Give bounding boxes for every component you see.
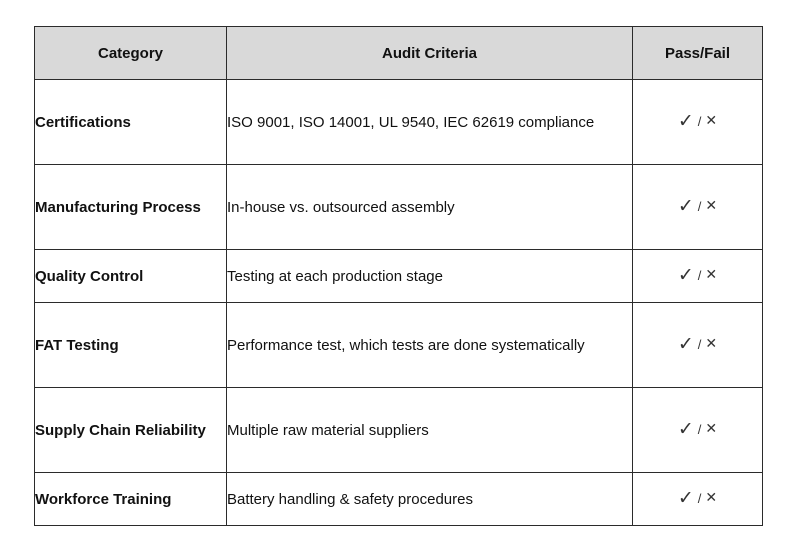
cross-icon: ✕ bbox=[705, 336, 718, 352]
table-row bbox=[35, 388, 763, 473]
header-category: Category bbox=[35, 27, 227, 80]
cross-icon: ✕ bbox=[705, 490, 718, 506]
criteria-cell: ISO 9001, ISO 14001, UL 9540, IEC 62619 compliance bbox=[227, 80, 633, 165]
header-pass-fail: Pass/Fail bbox=[633, 27, 763, 80]
category-cell: Quality Control bbox=[35, 250, 227, 303]
separator: / bbox=[697, 336, 702, 352]
criteria-cell: Battery handling & safety procedures bbox=[227, 473, 633, 526]
separator: / bbox=[697, 113, 702, 129]
separator: / bbox=[697, 421, 702, 437]
criteria-cell: Performance test, which tests are done systematically bbox=[227, 303, 633, 388]
pass-fail-cell bbox=[633, 165, 763, 250]
category-cell: Manufacturing Process bbox=[35, 165, 227, 250]
category-cell: Workforce Training bbox=[35, 473, 227, 526]
category-cell: Certifications bbox=[35, 80, 227, 165]
header-row bbox=[35, 27, 763, 80]
pass-fail-cell bbox=[633, 250, 763, 303]
cross-icon: ✕ bbox=[705, 113, 718, 129]
separator: / bbox=[697, 267, 702, 283]
table-row bbox=[35, 165, 763, 250]
check-icon: ✓ bbox=[677, 195, 694, 217]
check-icon: ✓ bbox=[677, 418, 694, 440]
table-header bbox=[35, 27, 763, 80]
separator: / bbox=[697, 198, 702, 214]
check-icon: ✓ bbox=[677, 487, 694, 509]
pass-fail-cell bbox=[633, 303, 763, 388]
table-row bbox=[35, 80, 763, 165]
separator: / bbox=[697, 490, 702, 506]
cross-icon: ✕ bbox=[705, 421, 718, 437]
cross-icon: ✕ bbox=[705, 267, 718, 283]
check-icon: ✓ bbox=[677, 333, 694, 355]
category-cell: Supply Chain Reliability bbox=[35, 388, 227, 473]
pass-fail-cell bbox=[633, 388, 763, 473]
pass-fail-cell bbox=[633, 473, 763, 526]
check-icon: ✓ bbox=[677, 110, 694, 132]
criteria-cell: Multiple raw material suppliers bbox=[227, 388, 633, 473]
cross-icon: ✕ bbox=[705, 198, 718, 214]
table-row bbox=[35, 473, 763, 526]
table-row bbox=[35, 303, 763, 388]
table-row bbox=[35, 250, 763, 303]
pass-fail-cell bbox=[633, 80, 763, 165]
criteria-cell: In-house vs. outsourced assembly bbox=[227, 165, 633, 250]
category-cell: FAT Testing bbox=[35, 303, 227, 388]
header-audit-criteria: Audit Criteria bbox=[227, 27, 633, 80]
table-body bbox=[35, 80, 763, 526]
criteria-cell: Testing at each production stage bbox=[227, 250, 633, 303]
check-icon: ✓ bbox=[677, 264, 694, 286]
audit-table bbox=[34, 26, 763, 526]
